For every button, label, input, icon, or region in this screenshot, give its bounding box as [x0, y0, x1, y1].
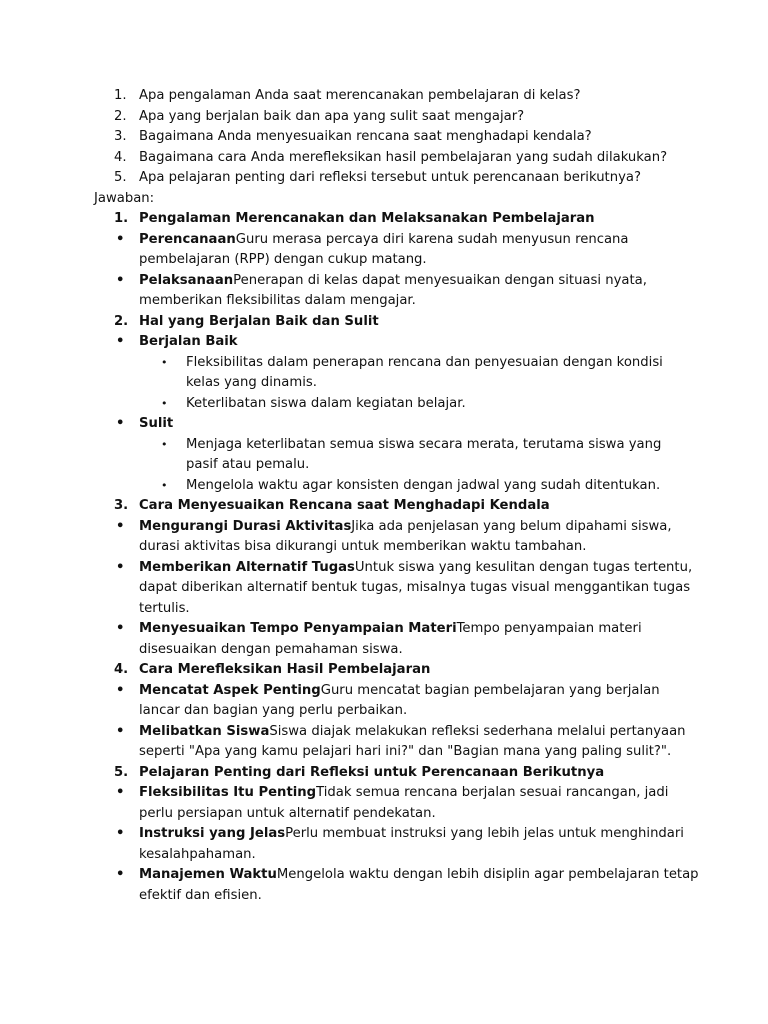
item-term: Melibatkan Siswa	[139, 723, 270, 739]
bullet-icon: •	[116, 559, 125, 575]
list-item	[0, 517, 699, 558]
sub-list-item	[0, 435, 676, 476]
section-heading	[0, 660, 739, 681]
bullet-icon: •	[116, 785, 125, 800]
question-item	[0, 107, 759, 128]
question-number: 4.	[114, 149, 127, 165]
list-item	[0, 558, 699, 620]
section-number: 2.	[114, 313, 129, 329]
sub-item-text: Mengelola waktu agar konsisten dengan jadwal yang sudah ditentukan.	[186, 477, 661, 493]
question-item	[0, 127, 759, 148]
section-title: Cara Merefleksikan Hasil Pembelajaran	[139, 662, 431, 677]
bullet-icon: •	[116, 723, 125, 739]
bullet-icon: •	[116, 621, 125, 636]
item-term: Berjalan Baik	[139, 334, 238, 349]
bullet-icon: •	[116, 518, 125, 534]
bullet-icon: •	[116, 416, 125, 431]
list-item	[0, 619, 699, 660]
item-text: Jika ada penjelasan yang belum dipahami siswa, durasi aktivitas bisa dikurangi untuk memberikan waktu tambahan.	[139, 518, 672, 554]
item-term: Pelaksanaan	[139, 272, 234, 288]
item-term: Instruksi yang Jelas	[139, 826, 286, 841]
bullet-icon: •	[161, 437, 168, 451]
item-term: Mengurangi Durasi Aktivitas	[139, 518, 352, 534]
list-item	[0, 414, 699, 435]
question-item	[0, 86, 759, 107]
question-number: 3.	[114, 129, 127, 144]
question-item	[0, 148, 759, 169]
bullet-icon: •	[116, 826, 125, 841]
list-item	[0, 783, 699, 824]
bullet-icon: •	[116, 272, 125, 288]
section-heading	[0, 209, 739, 230]
question-text: Apa pengalaman Anda saat merencanakan pembelajaran di kelas?	[139, 88, 581, 103]
item-term: Memberikan Alternatif Tugas	[139, 559, 355, 575]
sub-list-item	[0, 394, 676, 415]
item-text: Mengelola waktu dengan lebih disiplin agar pembelajaran tetap efektif dan efisien.	[139, 867, 699, 903]
question-number: 5.	[114, 170, 127, 185]
bullet-icon: •	[161, 396, 168, 410]
section-title: Hal yang Berjalan Baik dan Sulit	[139, 313, 379, 329]
list-item	[0, 271, 699, 312]
sub-list-item	[0, 353, 676, 394]
item-text: Tidak semua rencana berjalan sesuai rancangan, jadi perlu persiapan untuk alternatif pendekatan.	[139, 785, 669, 821]
question-list	[0, 86, 768, 189]
item-term: Menyesuaikan Tempo Penyampaian Materi	[139, 621, 457, 636]
bullet-icon: •	[116, 231, 125, 247]
item-text: Untuk siswa yang kesulitan dengan tugas tertentu, dapat diberikan alternatif bentuk tugas, misalnya tugas visual menggantikan tugas tertulis.	[139, 559, 693, 616]
item-text: Siswa diajak melakukan refleksi sederhana melalui pertanyaan seperti "Apa yang kamu pelajari hari ini?" dan "Bagian mana yang paling sulit?".	[139, 723, 686, 759]
question-text: Apa yang berjalan baik dan apa yang sulit saat mengajar?	[139, 108, 525, 124]
sub-item-text: Fleksibilitas dalam penerapan rencana dan penyesuaian dengan kondisi kelas yang dinamis.	[186, 354, 663, 390]
bullet-icon: •	[116, 334, 125, 349]
bullet-icon: •	[116, 682, 125, 698]
item-text: Tempo penyampaian materi disesuaikan dengan pemahaman siswa.	[139, 621, 642, 657]
section-title: Cara Menyesuaikan Rencana saat Menghadapi Kendala	[139, 498, 550, 513]
item-term: Manajemen Waktu	[139, 867, 277, 882]
question-text: Bagaimana Anda menyesuaikan rencana saat menghadapi kendala?	[139, 129, 592, 144]
list-item	[0, 722, 699, 763]
sub-list-item	[0, 476, 676, 497]
item-term: Sulit	[139, 416, 174, 431]
sub-item-text: Menjaga keterlibatan semua siswa secara merata, terutama siswa yang pasif atau pemalu.	[186, 436, 662, 472]
item-term: Perencanaan	[139, 231, 236, 247]
sub-item-text: Keterlibatan siswa dalam kegiatan belajar.	[186, 395, 466, 411]
document-content	[0, 86, 768, 906]
list-item	[0, 824, 699, 865]
section-title: Pelajaran Penting dari Refleksi untuk Perencanaan Berikutnya	[139, 764, 605, 780]
item-term: Fleksibilitas Itu Penting	[139, 785, 317, 800]
section-number: 5.	[114, 764, 129, 780]
question-number: 1.	[114, 88, 127, 103]
section-heading	[0, 496, 739, 517]
section-heading	[0, 763, 739, 784]
section-number: 1.	[114, 211, 129, 226]
section-number: 3.	[114, 498, 129, 513]
question-number: 2.	[114, 108, 127, 124]
section-number: 4.	[114, 662, 129, 677]
item-text: Guru mencatat bagian pembelajaran yang berjalan lancar dan bagian yang perlu perbaikan.	[139, 682, 660, 718]
bullet-icon: •	[116, 867, 125, 882]
section-title: Pengalaman Merencanakan dan Melaksanakan Pembelajaran	[139, 211, 595, 226]
jawaban-label: Jawaban:	[94, 190, 155, 206]
bullet-icon: •	[161, 478, 168, 492]
question-text: Apa pelajaran penting dari refleksi tersebut untuk perencanaan berikutnya?	[139, 170, 641, 185]
section-heading	[0, 312, 739, 333]
item-text: Penerapan di kelas dapat menyesuaikan dengan situasi nyata, memberikan fleksibilitas dalam mengajar.	[139, 272, 647, 308]
item-term: Mencatat Aspek Penting	[139, 682, 321, 698]
question-text: Bagaimana cara Anda merefleksikan hasil pembelajaran yang sudah dilakukan?	[139, 149, 668, 165]
item-text: Perlu membuat instruksi yang lebih jelas untuk menghindari kesalahpahaman.	[139, 826, 684, 862]
item-text: Guru merasa percaya diri karena sudah menyusun rencana pembelajaran (RPP) dengan cukup matang.	[139, 231, 629, 267]
list-item	[0, 332, 699, 353]
question-item	[0, 168, 759, 189]
list-item	[0, 681, 699, 722]
list-item	[0, 865, 699, 906]
bullet-icon: •	[161, 355, 168, 369]
list-item	[0, 230, 699, 271]
